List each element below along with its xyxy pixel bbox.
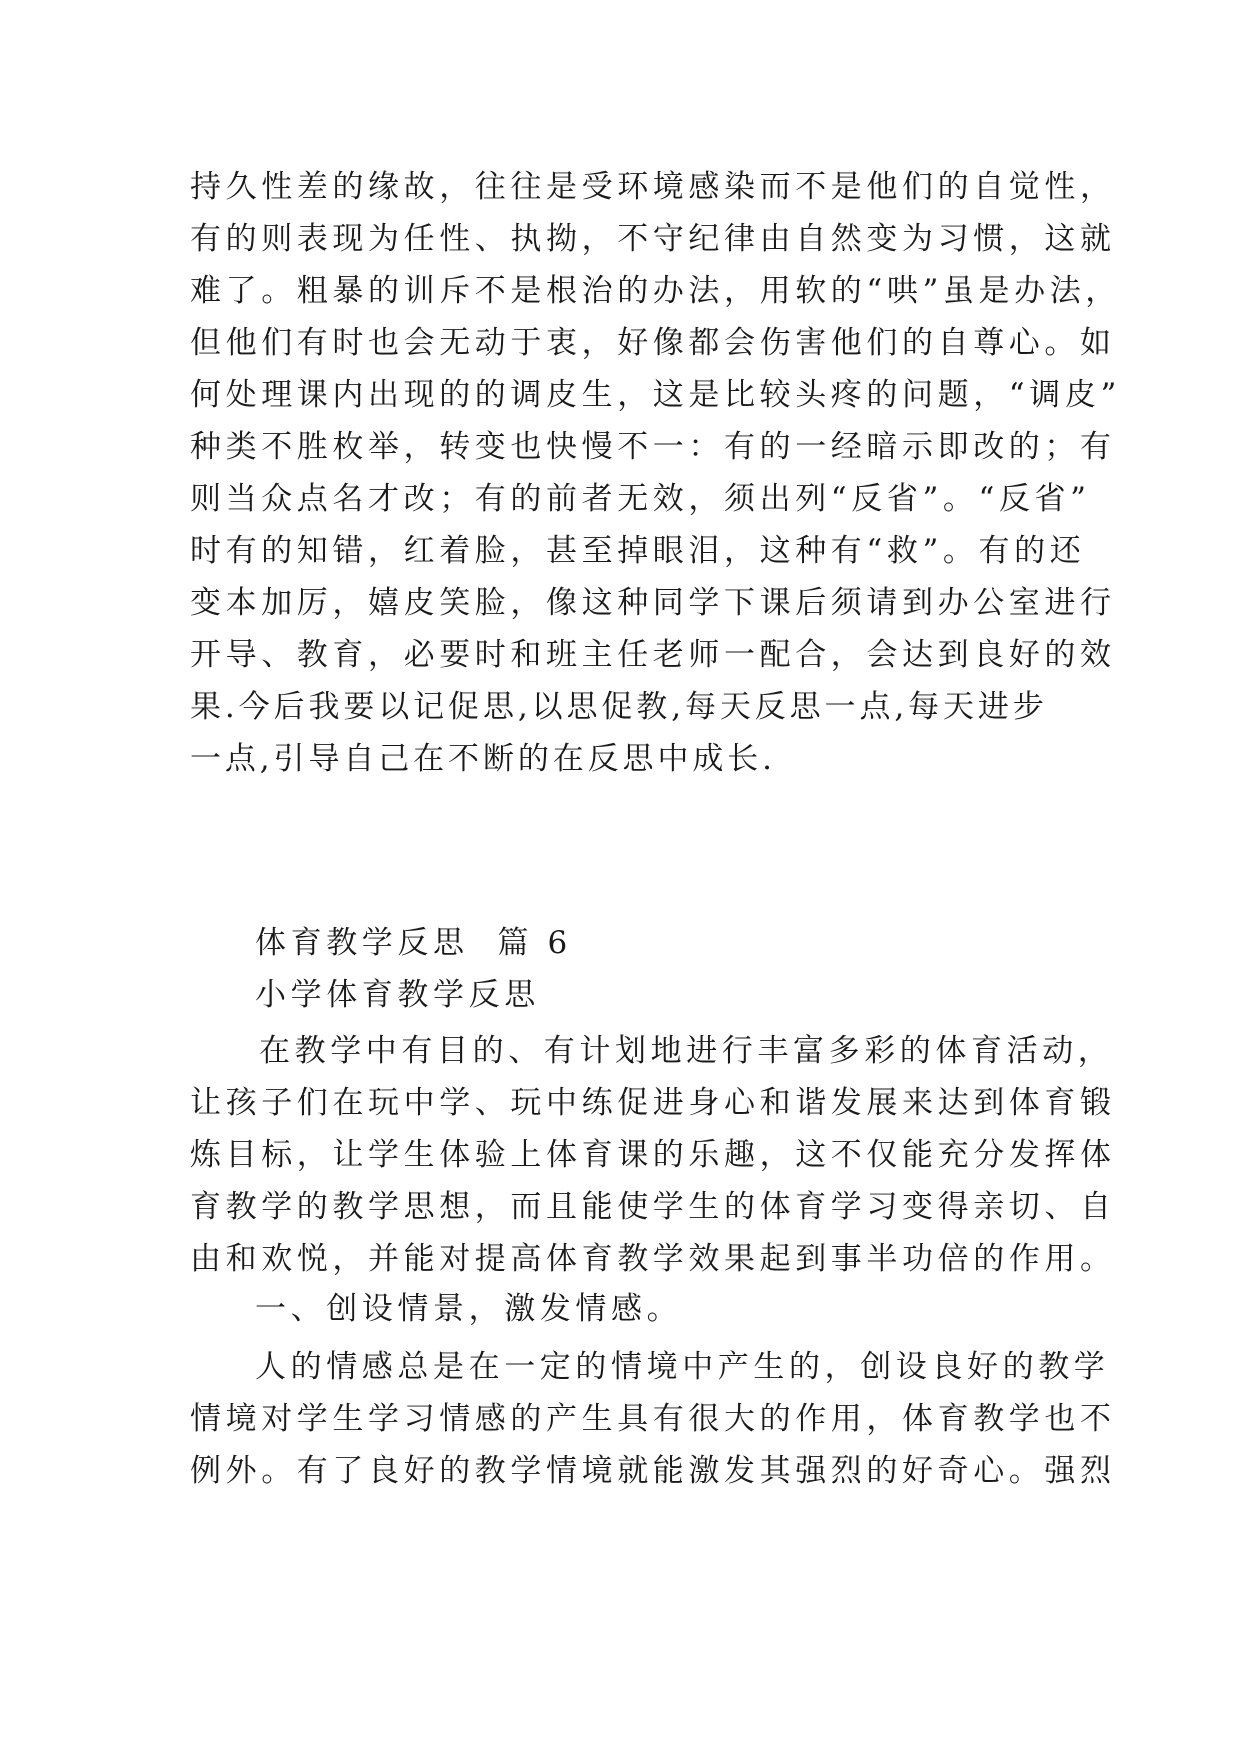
intro-paragraph [190,1025,1116,1285]
section-subtitle [190,969,1070,1021]
paragraph-line: 情境对学生学习情感的产生具有很大的作用，体育教学也不 [190,1401,1116,1437]
point-heading-text: 一、创设情景，激发情感。 [255,1291,683,1327]
paragraph-line: 人的情感总是在一定的情境中产生的，创设良好的教学 [255,1349,1110,1385]
paragraph-line: 何处理课内出现的的调皮生，这是比较头疼的问题，“调皮” [190,377,1121,413]
continued-paragraph [190,161,1121,785]
point-paragraph [190,1341,1116,1497]
section-heading [190,917,1070,969]
paragraph-line: 在教学中有目的、有计划地进行丰富多彩的体育活动， [259,1033,1114,1069]
paragraph-line: 炼目标，让学生体验上体育课的乐趣，这不仅能充分发挥体 [190,1137,1116,1173]
paragraph-line: 难了。粗暴的训斥不是根治的办法，用软的“哄”虽是办法， [190,273,1121,309]
paragraph-line: 开导、教育，必要时和班主任老师一配合，会达到良好的效 [190,637,1116,673]
paragraph-line: 果.今后我要以记促思,以思促教,每天反思一点,每天进步 [190,689,1048,725]
paragraph-line: 时有的知错，红着脸，甚至掉眼泪，这种有“救”。有的还 [190,533,1086,569]
paragraph-line: 育教学的教学思想，而且能使学生的体育学习变得亲切、自 [190,1189,1116,1225]
point-heading [190,1283,1070,1335]
paragraph-line: 由和欢悦，并能对提高体育教学效果起到事半功倍的作用。 [190,1241,1116,1277]
section-heading-text: 体育教学反思 篇 6 [255,925,572,961]
section-subtitle-text: 小学体育教学反思 [255,977,540,1013]
paragraph-line: 例外。有了良好的教学情境就能激发其强烈的好奇心。强烈 [190,1453,1116,1489]
paragraph-line: 则当众点名才改；有的前者无效，须出列“反省”。“反省” [190,481,1091,517]
paragraph-line: 变本加厉，嬉皮笑脸，像这种同学下课后须请到办公室进行 [190,585,1116,621]
paragraph-line: 种类不胜枚举，转变也快慢不一：有的一经暗示即改的；有 [190,429,1116,465]
paragraph-line: 持久性差的缘故，往往是受环境感染而不是他们的自觉性， [190,169,1116,205]
paragraph-line: 但他们有时也会无动于衷，好像都会伤害他们的自尊心。如 [190,325,1116,361]
paragraph-line: 让孩子们在玩中学、玩中练促进身心和谐发展来达到体育锻 [190,1085,1116,1121]
paragraph-line: 一点,引导自己在不断的在反思中成长. [190,741,776,777]
paragraph-line: 有的则表现为任性、执拗，不守纪律由自然变为习惯，这就 [190,221,1116,257]
